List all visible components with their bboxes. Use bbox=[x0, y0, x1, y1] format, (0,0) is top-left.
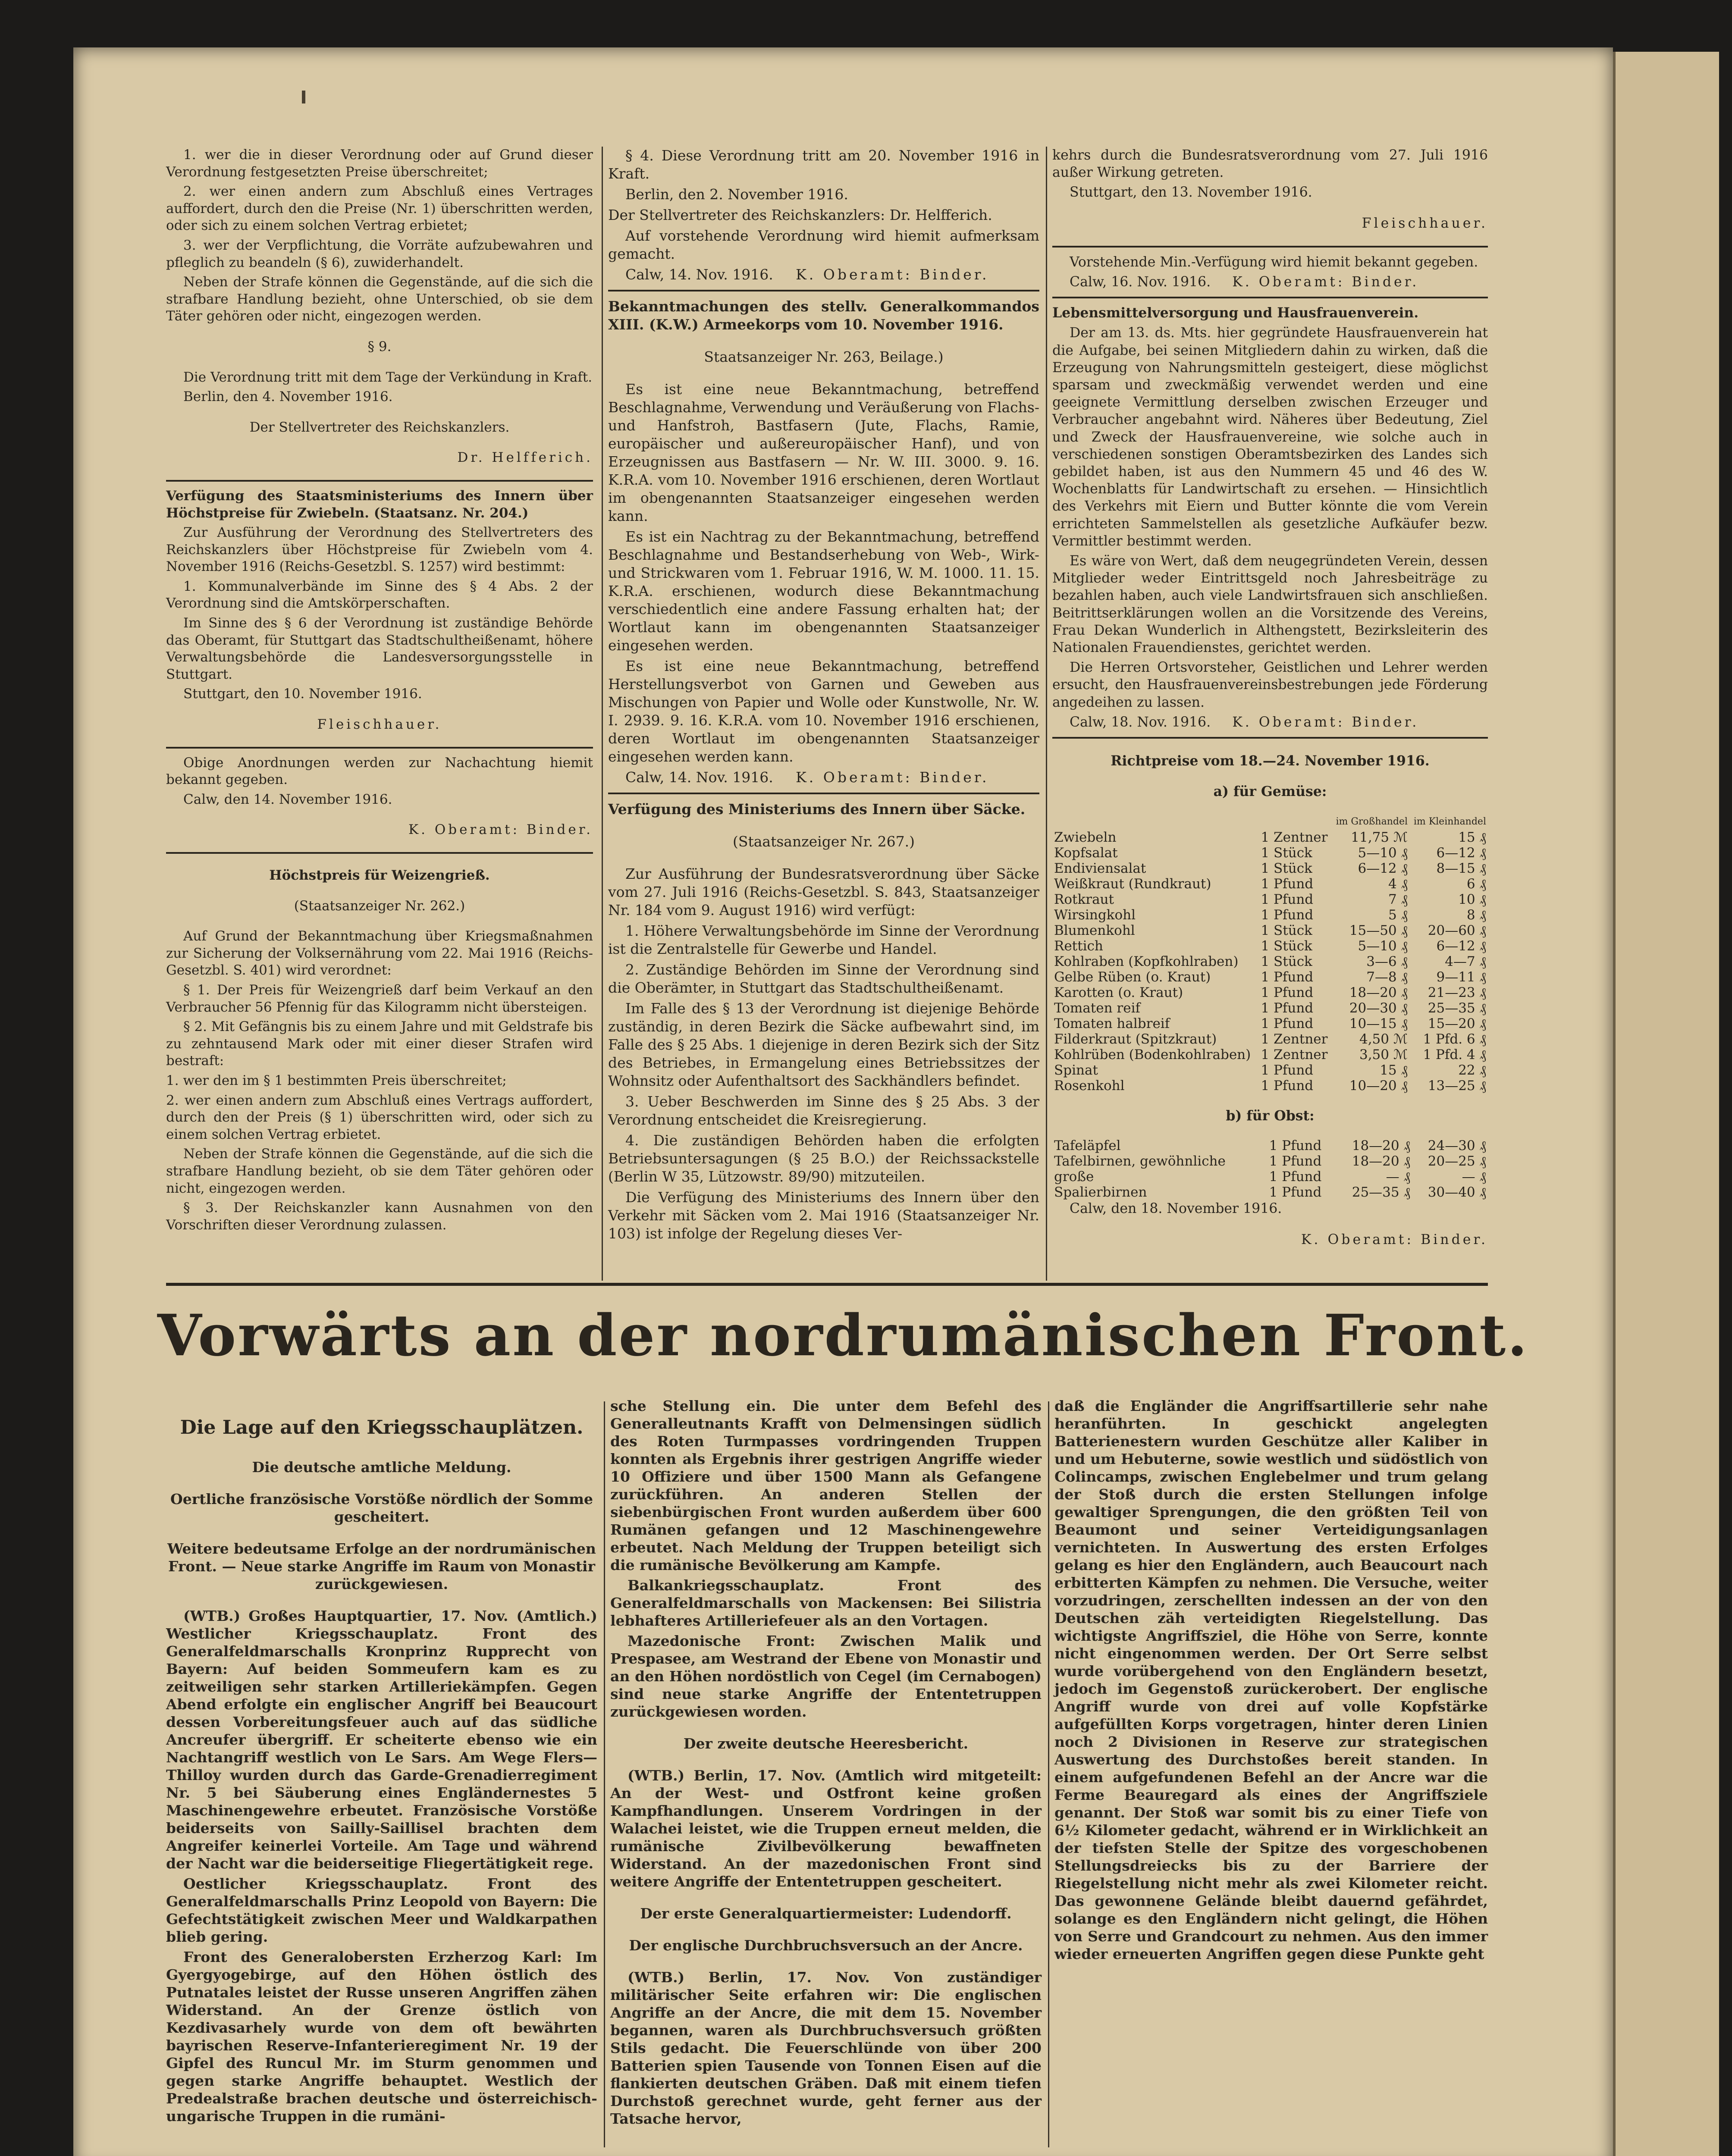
date-line bbox=[1052, 714, 1488, 731]
price-item: Gelbe Rüben (o. Kraut) bbox=[1054, 969, 1211, 985]
price-retail: 24—30 ₰ bbox=[1428, 1138, 1486, 1154]
column-rule bbox=[1046, 147, 1047, 1281]
price-item: Tomaten halbreif bbox=[1054, 1016, 1170, 1031]
price-row bbox=[1052, 1016, 1488, 1031]
notice-text: kehrs durch die Bundesratsverordnung vom 27. Juli 1916 außer Wirkung getreten. bbox=[1052, 147, 1488, 181]
article-text: daß die Engländer die Angriffsartillerie sehr nahe heranführten. In geschickt angelegten Batterienestern wurden Geschütze aller Kaliber in und um Hebuterne, sowie westlich und südöstlich von Colincamps, zwischen Englebelmer und trum gelang der Stoß durch die ersten Stellungen infolge gewaltiger Sprengungen, die den größten Teil von Beaumont und seiner Verteidigungsanlagen vernichteten. In Auswertung des ersten Erfolges gelang es hier den Engländern, auch Beaucourt nach erbitterten Kämpfen zu nehmen. Die Versuche, weiter vorzudringen, zerschellten indessen an der von den Deutschen zäh verteidigten Riegelstellung. Das wichtigste Angriffsziel, die Höhe von Serre, konnte nicht eingenommen werden. Der Ort Serre selbst wurde vorübergehend von den Engländern besetzt, jedoch im Gegenstoß zurückerobert. Der englische Angriff wurde von drei auf volle Kopfstärke aufgefüllten Korps vorgetragen, hinter deren Linien noch 2 Divisionen in Reserve zur strategischen Auswertung des Durchstoßes bereit standen. In einem aufgefundenen Befehl an der Ancre war die Ferme Beauregard als eines der Angriffsziele genannt. Der Stoß war somit bis zu einer Tiefe von 6½ Kilometer gedacht, während er in Wirklichkeit an der tiefsten Stelle der Spitze des vorgeschobenen Stellungsdreiecks bis zu der Barriere der Riegelstellung nicht mehr als zwei Kilometer reicht. Das gewonnene Gelände bleibt dauernd gefährdet, solange es den Engländern nicht gelingt, die Höhen von Serre und Grandcourt zu nehmen. Aus den immer wieder erneuerten Angriffen gegen diese Punkte geht bbox=[1054, 1398, 1488, 1962]
article-text: Balkankriegsschauplatz. Front des Generalfeldmarschalls von Mackensen: Bei Silistria lebhafteres Artilleriefeuer als an den Vortagen. bbox=[610, 1577, 1042, 1629]
price-wholesale: 18—20 ₰ bbox=[1352, 1138, 1410, 1154]
news-column-1 bbox=[166, 1397, 597, 2128]
price-row bbox=[1052, 1062, 1488, 1078]
price-row bbox=[1052, 923, 1488, 938]
column-rule bbox=[602, 147, 603, 1281]
signature: Dr. Helfferich. bbox=[457, 450, 593, 466]
price-unit: 1 Stück bbox=[1261, 923, 1312, 938]
notice-text: 4. Die zuständigen Behörden haben die erfolgten Betriebsuntersagungen (§ 25 B.O.) der Reichssackstelle (Berlin W 35, Lützowstr. 89/90) mitzuteilen. bbox=[608, 1132, 1039, 1185]
price-wholesale: 10—20 ₰ bbox=[1349, 1078, 1408, 1094]
date-line: Calw, den 18. November 1916. bbox=[1070, 1201, 1282, 1217]
column-header: im Großhandel bbox=[1336, 816, 1408, 827]
price-unit: 1 Pfund bbox=[1261, 907, 1314, 923]
article-text: Mazedonische Front: Zwischen Malik und Prespasee, am Westrand der Ebene von Monastir und an den Höhen nordöstlich von Cegel (im Cernabogen) sind neue starke Angriffe der Ententetruppen zurückgewiesen worden. bbox=[610, 1633, 1042, 1720]
date-line bbox=[1052, 273, 1488, 291]
signature: K. Oberamt: Binder. bbox=[796, 769, 989, 786]
notice-text: § 1. Der Preis für Weizengrieß darf beim Verkauf an den Verbraucher 56 Pfennig für das Kilogramm nicht übersteigen. bbox=[166, 982, 593, 1015]
news-column-3 bbox=[1054, 1397, 1488, 1965]
notice-source: (Staatsanzeiger Nr. 267.) bbox=[733, 833, 915, 850]
price-unit: 1 Pfund bbox=[1261, 1062, 1314, 1078]
price-wholesale: 7—8 ₰ bbox=[1366, 969, 1408, 985]
price-row bbox=[1052, 938, 1488, 954]
price-item: Filderkraut (Spitzkraut) bbox=[1054, 1031, 1217, 1047]
notice-text: Der am 13. ds. Mts. hier gegründete Hausfrauenverein hat die Aufgabe, bei seinen Mitgliedern dahin zu wirken, daß die Erzeugung von Nahrungsmitteln gesteigert, diese möglichst sparsam und zweckmäßig verwendet werden und eine geeignete Vermittlung derselben zwischen Erzeuger und Verbraucher angebahnt wird. Näheres über Bedeutung, Ziel und Zweck der Hausfrauenvereine, wie solche auch in verschiedenen sonstigen Oberamtsbezirken des Landes sich gebildet haben, ist aus den Nummern 45 und 46 des W. Wochenblatts für Landwirtschaft zu ersehen. — Hinsichtlich des Verkehrs mit Eiern und Butter könnte die vom Verein errichteten Sammelstellen als gesetzliche Aufkäufer bezw. Vermittler bestimmt werden. bbox=[1052, 325, 1488, 549]
notice-text: Es wäre von Wert, daß dem neugegründeten Verein, dessen Mitglieder weder Eintrittsgeld noch Jahresbeiträge zu bezahlen haben, auch viele Landwirtsfrauen sich anschließen. Beitrittserklärungen wollen an die Vorsitzende des Vereins, Frau Dekan Wunderlich in Althengstett, Bezirksleiterin des Nationalen Frauendienstes, gerichtet werden. bbox=[1052, 553, 1488, 656]
date-line bbox=[608, 266, 1039, 284]
price-item: Tafelbirnen, gewöhnliche bbox=[1054, 1153, 1226, 1169]
article-subtitle: Der englische Durchbruchsversuch an der Ancre. bbox=[629, 1937, 1023, 1954]
price-unit: 1 Stück bbox=[1261, 954, 1312, 969]
price-wholesale: 4 ₰ bbox=[1388, 876, 1408, 892]
notice-text: Im Sinne des § 6 der Verordnung ist zuständige Behörde das Oberamt, für Stuttgart das Stadtschultheißenamt, höhere Verwaltungsbehörde die Landesversorgungsstelle in Stuttgart. bbox=[166, 615, 593, 682]
price-wholesale: 18—20 ₰ bbox=[1349, 985, 1408, 1000]
date: Calw, 14. Nov. 1916. bbox=[625, 266, 773, 283]
signature: Fleischhauer. bbox=[317, 717, 442, 733]
article-subtitle: Oertliche französische Vorstöße nördlich der Somme gescheitert. bbox=[170, 1491, 593, 1525]
article-title: Die Lage auf den Kriegsschauplätzen. bbox=[180, 1416, 584, 1438]
notice-text: Neben der Strafe können die Gegenstände, auf die sich die strafbare Handlung bezieht, ohne Unterschied, ob sie dem Täter gehören oder nicht, eingezogen werden. bbox=[166, 274, 593, 324]
column-header: im Kleinhandel bbox=[1413, 816, 1486, 827]
notice-text: 1. wer den im § 1 bestimmten Preis überschreitet; bbox=[166, 1072, 507, 1088]
date-line: Berlin, den 2. November 1916. bbox=[625, 186, 848, 203]
divider bbox=[166, 747, 593, 749]
price-unit: 1 Zentner bbox=[1261, 1047, 1328, 1062]
price-row bbox=[1052, 1031, 1488, 1047]
notice-text: Obige Anordnungen werden zur Nachachtung hiemit bekannt gegeben. bbox=[166, 755, 593, 788]
price-unit: 1 Pfund bbox=[1261, 1000, 1314, 1016]
notice-text: 1. Höhere Verwaltungsbehörde im Sinne der Verordnung ist die Zentralstelle für Gewerbe und Handel. bbox=[608, 922, 1039, 957]
price-unit: 1 Stück bbox=[1261, 938, 1312, 954]
price-retail: 25—35 ₰ bbox=[1428, 1000, 1486, 1016]
price-item: Kohlraben (Kopfkohlraben) bbox=[1054, 954, 1239, 969]
notice-text: § 4. Diese Verordnung tritt am 20. November 1916 in Kraft. bbox=[608, 147, 1039, 182]
price-wholesale: 15 ₰ bbox=[1380, 1062, 1408, 1078]
price-list-title: Richtpreise vom 18.—24. November 1916. bbox=[1111, 752, 1430, 769]
price-unit: 1 Pfund bbox=[1261, 1016, 1314, 1031]
notice-text: Neben der Strafe können die Gegenstände, auf die sich die strafbare Handlung bezieht, ob sie dem Täter gehören oder nicht, eingezogen werden. bbox=[166, 1146, 593, 1196]
article-subtitle: Der zweite deutsche Heeresbericht. bbox=[683, 1735, 969, 1752]
price-retail: 8 ₰ bbox=[1466, 907, 1486, 923]
notice-text: 3. wer der Verpflichtung, die Vorräte aufzubewahren und pfleglich zu beandeln (§ 6), zuwiderhandelt. bbox=[166, 237, 593, 270]
signature: K. Oberamt: Binder. bbox=[1232, 714, 1419, 730]
notice-text: § 3. Der Reichskanzler kann Ausnahmen von den Vorschriften dieser Verordnung zulassen. bbox=[166, 1200, 593, 1233]
section-divider bbox=[166, 1283, 1488, 1286]
notice-text: Auf Grund der Bekanntmachung über Kriegsmaßnahmen zur Sicherung der Volksernährung vom 22. Mai 1916 (Reichs-Gesetzbl. S. 401) wird verordnet: bbox=[166, 928, 593, 978]
notices-column-2 bbox=[608, 147, 1039, 1245]
price-row bbox=[1052, 907, 1488, 923]
price-wholesale: 5—10 ₰ bbox=[1358, 938, 1408, 954]
notice-heading: Verfügung des Staatsministeriums des Innern über Höchstpreise für Zwiebeln. (Staatsanz. Nr. 204.) bbox=[166, 488, 593, 521]
signature: Der erste Generalquartiermeister: Ludendorff. bbox=[640, 1905, 1012, 1922]
divider bbox=[608, 290, 1039, 291]
notice-text: Auf vorstehende Verordnung wird hiemit aufmerksam gemacht. bbox=[608, 227, 1039, 262]
price-unit: 1 Pfund bbox=[1261, 876, 1314, 892]
price-unit: 1 Pfund bbox=[1269, 1185, 1322, 1200]
notice-text: Es ist eine neue Bekanntmachung, betreffend Beschlagnahme, Verwendung und Veräußerung von Flachs- und Hanfstroh, Bastfasern (Jute, Flachs, Ramie, europäischer und außereuropäischer Hanf), und von Erzeugnissen aus Bastfasern — Nr. W. III. 3000. 9. 16. K.R.A. vom 10. November 1916 erschienen, deren Wortlaut im obengenannten Staatsanzeiger eingesehen werden kann. bbox=[608, 381, 1039, 524]
notice-text: Es ist eine neue Bekanntmachung, betreffend Herstellungsverbot von Garnen und Geweben aus Mischungen von Papier und Wolle oder Kunstwolle, Nr. W. I. 2939. 9. 16. K.R.A. vom 10. November 1916 erschienen, deren Wortlaut im obengenannten Staatsanzeiger eingesehen werden kann. bbox=[608, 658, 1039, 765]
notice-text: 2. wer einen andern zum Abschluß eines Vertrages auffordert, durch den die Preise (Nr. 1) überschritten werden, oder sich zu einem solchen Vertrag erbietet; bbox=[166, 184, 593, 234]
price-row bbox=[1052, 861, 1488, 876]
notice-text: Es ist ein Nachtrag zu der Bekanntmachung, betreffend Beschlagnahme und Bestandserhebung von Web-, Wirk- und Strickwaren vom 1. Februar 1916, W. M. 1000. 11. 15. K.R.A. erschienen, wodurch diese Bekanntmachung verschiedentlich eine andere Fassung erhalten hat; der Wortlaut kann im obengenannten Staatsanzeiger eingesehen werden. bbox=[608, 528, 1039, 654]
price-item: Weißkraut (Rundkraut) bbox=[1054, 876, 1211, 892]
notice-source: Staatsanzeiger Nr. 263, Beilage.) bbox=[704, 348, 944, 365]
price-unit: 1 Zentner bbox=[1261, 830, 1328, 845]
notice-text: Im Falle des § 13 der Verordnung ist diejenige Behörde zuständig, in deren Bezirk die Säcke aufbewahrt sind, im Falle des § 25 Abs. 1 diejenige in deren Bezirk sich der Sitz des Betriebes, in Ermangelung eines Betriebssitzes der Wohnsitz oder Aufenthaltsort des Sackhändlers befindet. bbox=[608, 1000, 1039, 1089]
price-unit: 1 Pfund bbox=[1261, 985, 1314, 1000]
date: Calw, 16. Nov. 1916. bbox=[1070, 274, 1211, 290]
signature: K. Oberamt: Binder. bbox=[1232, 274, 1419, 290]
price-unit: 1 Pfund bbox=[1261, 892, 1314, 907]
price-item: große bbox=[1054, 1169, 1094, 1185]
price-row bbox=[1052, 892, 1488, 907]
price-wholesale: 25—35 ₰ bbox=[1352, 1185, 1410, 1200]
date-line: Calw, den 14. November 1916. bbox=[183, 791, 392, 807]
price-unit: 1 Pfund bbox=[1269, 1169, 1322, 1185]
section-number: § 9. bbox=[367, 338, 392, 354]
price-wholesale: — ₰ bbox=[1386, 1169, 1410, 1185]
price-wholesale: 15—50 ₰ bbox=[1349, 923, 1408, 938]
signature: K. Oberamt: Binder. bbox=[408, 822, 593, 838]
price-item: Zwiebeln bbox=[1054, 830, 1117, 845]
signature: K. Oberamt: Binder. bbox=[796, 266, 989, 283]
price-row bbox=[1052, 845, 1488, 861]
date-line bbox=[608, 768, 1039, 787]
price-item: Blumenkohl bbox=[1054, 923, 1135, 938]
price-retail: 21—23 ₰ bbox=[1428, 985, 1486, 1000]
divider bbox=[608, 793, 1039, 794]
price-item: Rosenkohl bbox=[1054, 1078, 1125, 1094]
price-retail: 15—20 ₰ bbox=[1428, 1016, 1486, 1031]
article-text: (WTB.) Berlin, 17. Nov. Von zuständiger militärischer Seite erfahren wir: Die englischen Angriffe an der Ancre, die mit dem 15. November begannen, waren als Durchbruchsversuch größten Stils gedacht. Die Feuerschlünde von über 200 Batterien spien Tausende von Tonnen Eisen auf die flankierten deutschen Gräben. Daß mit einem tiefen Durchstoß gerechnet wurde, geht ferner aus der Tatsache hervor, bbox=[610, 1969, 1042, 2127]
price-retail: 9—11 ₰ bbox=[1436, 969, 1486, 985]
divider bbox=[166, 480, 593, 482]
fruit-price-table bbox=[1052, 1138, 1488, 1200]
notice-text: Zur Ausführung der Bundesratsverordnung über Säcke vom 27. Juli 1916 (Reichs-Gesetzbl. S. 843, Staatsanzeiger Nr. 184 vom 9. August 1916) wird verfügt: bbox=[608, 865, 1039, 918]
price-row bbox=[1052, 1047, 1488, 1062]
price-row bbox=[1052, 876, 1488, 892]
vegetable-price-table bbox=[1052, 814, 1488, 1094]
divider bbox=[1052, 297, 1488, 298]
notice-heading: Verfügung des Ministeriums des Innern über Säcke. bbox=[608, 801, 1026, 818]
notices-column-1 bbox=[166, 147, 593, 1236]
price-unit: 1 Pfund bbox=[1261, 969, 1314, 985]
price-item: Karotten (o. Kraut) bbox=[1054, 985, 1183, 1000]
price-item: Kohlrüben (Bodenkohlraben) bbox=[1054, 1047, 1251, 1062]
price-row bbox=[1052, 1078, 1488, 1094]
price-retail: 20—60 ₰ bbox=[1428, 923, 1486, 938]
price-retail: 1 Pfd. 4 ₰ bbox=[1423, 1047, 1486, 1062]
price-retail: 15 ₰ bbox=[1458, 830, 1486, 845]
price-wholesale: 4,50 ℳ bbox=[1359, 1031, 1408, 1047]
article-subtitle: Die deutsche amtliche Meldung. bbox=[252, 1459, 511, 1476]
price-item: Wirsingkohl bbox=[1054, 907, 1136, 923]
price-retail: 22 ₰ bbox=[1458, 1062, 1486, 1078]
article-text: sche Stellung ein. Die unter dem Befehl des Generalleutnants Krafft von Delmensingen südlich des Roten Turmpasses vordringenden Truppen konnten als Ergebnis ihrer gestrigen Angriffe wieder 10 Offiziere und über 1500 Mann als Gefangene zurückführen. An anderen Stellen der siebenbürgischen Front wurden außerdem über 600 Rumänen gefangen und 12 Maschinengewehre erbeutet. Nach Meldung der Truppen beteiligt sich die rumänische Bevölkerung am Kampfe. bbox=[610, 1398, 1042, 1573]
notice-heading: Höchstpreis für Weizengrieß. bbox=[269, 868, 490, 883]
price-row bbox=[1052, 1138, 1488, 1153]
price-item: Rettich bbox=[1054, 938, 1103, 954]
notice-text: 2. wer einen andern zum Abschluß eines Vertrags auffordert, durch den der Preis (§ 1) überschritten wird, oder sich zu einem solchen Vertrag erbietet. bbox=[166, 1092, 593, 1142]
price-item: Tafeläpfel bbox=[1054, 1138, 1121, 1154]
signature: Fleischhauer. bbox=[1362, 216, 1488, 232]
notice-text: 1. wer die in dieser Verordnung oder auf Grund dieser Verordnung festgesetzten Preise überschreitet; bbox=[166, 147, 593, 180]
price-unit: 1 Zentner bbox=[1261, 1031, 1328, 1047]
price-unit: 1 Pfund bbox=[1269, 1153, 1322, 1169]
notice-text: Die Verordnung tritt mit dem Tage der Verkündung in Kraft. bbox=[183, 369, 593, 385]
price-retail: 6—12 ₰ bbox=[1436, 938, 1486, 954]
price-wholesale: 20—30 ₰ bbox=[1349, 1000, 1408, 1016]
price-wholesale: 11,75 ℳ bbox=[1351, 830, 1408, 845]
notice-text: Die Verfügung des Ministeriums des Innern über den Verkehr mit Säcken vom 2. Mai 1916 (Staatsanzeiger Nr. 103) ist infolge der Regelung dieses Ver- bbox=[608, 1189, 1039, 1242]
news-column-2 bbox=[610, 1397, 1042, 2130]
price-retail: 30—40 ₰ bbox=[1428, 1185, 1486, 1200]
divider bbox=[166, 852, 593, 854]
notice-text: Vorstehende Min.-Verfügung wird hiemit bekannt gegeben. bbox=[1070, 254, 1478, 270]
notice-heading: Lebensmittelversorgung und Hausfrauenverein. bbox=[1052, 305, 1419, 321]
price-retail: 4—7 ₰ bbox=[1445, 954, 1486, 969]
divider bbox=[1052, 737, 1488, 739]
date-line: Stuttgart, den 10. November 1916. bbox=[183, 686, 422, 702]
notice-text: 2. Zuständige Behörden im Sinne der Verordnung sind die Oberämter, in Stuttgart das Stadtschultheißenamt. bbox=[608, 961, 1039, 996]
notice-text: Zur Ausführung der Verordnung des Stellvertreters des Reichskanzlers über Höchstpreise für Zwiebeln vom 4. November 1916 (Reichs-Gesetzbl. S. 1257) wird bestimmt: bbox=[166, 525, 593, 575]
date: Calw, 14. Nov. 1916. bbox=[625, 769, 773, 786]
ink-mark bbox=[302, 91, 305, 103]
notice-heading: Bekanntmachungen des stellv. Generalkommandos XIII. (K.W.) Armeekorps vom 10. November 1916. bbox=[608, 298, 1039, 333]
price-row bbox=[1052, 985, 1488, 1000]
article-subtitle: Weitere bedeutsame Erfolge an der nordrumänischen Front. — Neue starke Angriffe im Raum von Monastir zurückgewiesen. bbox=[167, 1540, 596, 1592]
article-text: (WTB.) Berlin, 17. Nov. (Amtlich wird mitgeteilt: An der West- und Ostfront keine großen Kampfhandlungen. Unserem Vordringen in der Walachei leistet, wie die Truppen erneut melden, die rumänische Zivilbevölkerung bewaffneten Widerstand. An der mazedonischen Front sind weitere Angriffe der Ententetruppen gescheitert. bbox=[610, 1767, 1042, 1890]
article-text: (WTB.) Großes Hauptquartier, 17. Nov. (Amtlich.) Westlicher Kriegsschauplatz. Front des Generalfeldmarschalls Kronprinz Rupprecht von Bayern: Auf beiden Sommeufern kam es zu zeitweiligen sehr starken Artilleriekämpfen. Gegen Abend erfolgte ein englischer Angriff bei Beaucourt dessen Vorbereitungsfeuer auch auf das südliche Ancreufer übergriff. Er scheiterte ebenso wie ein Nachtangriff westlich von Le Sars. Am Wege Flers—Thilloy wurden durch das Garde-Grenadierregiment Nr. 5 bei Säuberung eines Engländernestes 5 Maschinengewehre erbeutet. Französische Vorstöße beiderseits von Sailly-Saillisel brachten dem Angreifer keinerlei Vorteile. Am Tage und während der Nacht war die beiderseitige Fliegertätigkeit rege. bbox=[166, 1608, 597, 1872]
price-wholesale: 18—20 ₰ bbox=[1352, 1153, 1410, 1169]
price-row bbox=[1052, 1153, 1488, 1169]
price-row bbox=[1052, 1169, 1488, 1185]
article-text: Oestlicher Kriegsschauplatz. Front des Generalfeldmarschalls Prinz Leopold von Bayern: Die Gefechtstätigkeit zwischen Meer und Waldkarpathen blieb gering. bbox=[166, 1875, 597, 1945]
article-text: Front des Generalobersten Erzherzog Karl: Im Gyergyogebirge, auf den Höhen östlich des Putnatales leistet der Russe unseren Angriffen zähen Widerstand. An der Grenze östlich von Kezdivasarhely wurde von dem oft bewährten bayrischen Reserve-Infanterieregiment Nr. 19 der Gipfel des Runcul Mr. im Sturm genommen und gegen starke Angriffe behauptet. Westlich der Predealstraße brachen deutsche und österreichisch-ungarische Truppen in die rumäni- bbox=[166, 1949, 597, 2125]
price-row bbox=[1052, 1185, 1488, 1200]
notice-source: (Staatsanzeiger Nr. 262.) bbox=[294, 898, 465, 914]
price-wholesale: 5—10 ₰ bbox=[1358, 845, 1408, 861]
price-wholesale: 3,50 ℳ bbox=[1359, 1047, 1408, 1062]
price-wholesale: 10—15 ₰ bbox=[1349, 1016, 1408, 1031]
notice-text: § 2. Mit Gefängnis bis zu einem Jahre und mit Geldstrafe bis zu zehntausend Mark oder mit einer dieser Strafen wird bestraft: bbox=[166, 1019, 593, 1069]
price-item: Tomaten reif bbox=[1054, 1000, 1140, 1016]
price-table-header bbox=[1052, 814, 1488, 830]
price-wholesale: 6—12 ₰ bbox=[1358, 861, 1408, 876]
price-unit: 1 Pfund bbox=[1269, 1138, 1322, 1154]
signature: K. Oberamt: Binder. bbox=[1301, 1232, 1488, 1247]
price-wholesale: 3—6 ₰ bbox=[1366, 954, 1408, 969]
price-retail: 1 Pfd. 6 ₰ bbox=[1423, 1031, 1486, 1047]
price-item: Rotkraut bbox=[1054, 892, 1114, 907]
main-headline: Vorwärts an der nordrumänischen Front. bbox=[157, 1302, 1529, 1369]
signatory-title: Der Stellvertreter des Reichskanzlers: Dr. Helfferich. bbox=[608, 207, 992, 223]
price-section-heading: a) für Gemüse: bbox=[1213, 783, 1327, 800]
date-line: Stuttgart, den 13. November 1916. bbox=[1070, 185, 1312, 201]
column-rule bbox=[1048, 1401, 1049, 2147]
price-unit: 1 Stück bbox=[1261, 845, 1312, 861]
notice-text: 1. Kommunalverbände im Sinne des § 4 Abs. 2 der Verordnung sind die Amtskörperschaften. bbox=[166, 578, 593, 611]
price-section-heading: b) für Obst: bbox=[1226, 1107, 1315, 1124]
date-line: Berlin, den 4. November 1916. bbox=[183, 389, 393, 405]
price-item: Endiviensalat bbox=[1054, 861, 1146, 876]
adjacent-page-edge bbox=[1613, 52, 1719, 2156]
price-retail: 10 ₰ bbox=[1458, 892, 1486, 907]
notices-column-3 bbox=[1052, 147, 1488, 1262]
price-retail: — ₰ bbox=[1462, 1169, 1486, 1185]
signatory-title: Der Stellvertreter des Reichskanzlers. bbox=[249, 419, 510, 435]
notice-text: 3. Ueber Beschwerden im Sinne des § 25 Abs. 3 der Verordnung entscheidet die Kreisregierung. bbox=[608, 1093, 1039, 1128]
price-wholesale: 5 ₰ bbox=[1388, 907, 1408, 923]
price-retail: 8—15 ₰ bbox=[1436, 861, 1486, 876]
price-item: Spinat bbox=[1054, 1062, 1098, 1078]
price-unit: 1 Pfund bbox=[1261, 1078, 1314, 1094]
price-row bbox=[1052, 954, 1488, 969]
price-row bbox=[1052, 830, 1488, 845]
price-retail: 13—25 ₰ bbox=[1428, 1078, 1486, 1094]
column-rule bbox=[604, 1401, 605, 2147]
price-row bbox=[1052, 1000, 1488, 1016]
price-wholesale: 7 ₰ bbox=[1388, 892, 1408, 907]
price-item: Spalierbirnen bbox=[1054, 1185, 1147, 1200]
date: Calw, 18. Nov. 1916. bbox=[1070, 714, 1211, 730]
notice-text: Die Herren Ortsvorsteher, Geistlichen und Lehrer werden ersucht, den Hausfrauenvereinsbestrebungen jede Förderung angedeihen zu lassen. bbox=[1052, 660, 1488, 710]
price-retail: 6 ₰ bbox=[1466, 876, 1486, 892]
price-row bbox=[1052, 969, 1488, 985]
price-unit: 1 Stück bbox=[1261, 861, 1312, 876]
price-retail: 6—12 ₰ bbox=[1436, 845, 1486, 861]
price-item: Kopfsalat bbox=[1054, 845, 1118, 861]
price-retail: 20—25 ₰ bbox=[1428, 1153, 1486, 1169]
divider bbox=[1052, 246, 1488, 248]
